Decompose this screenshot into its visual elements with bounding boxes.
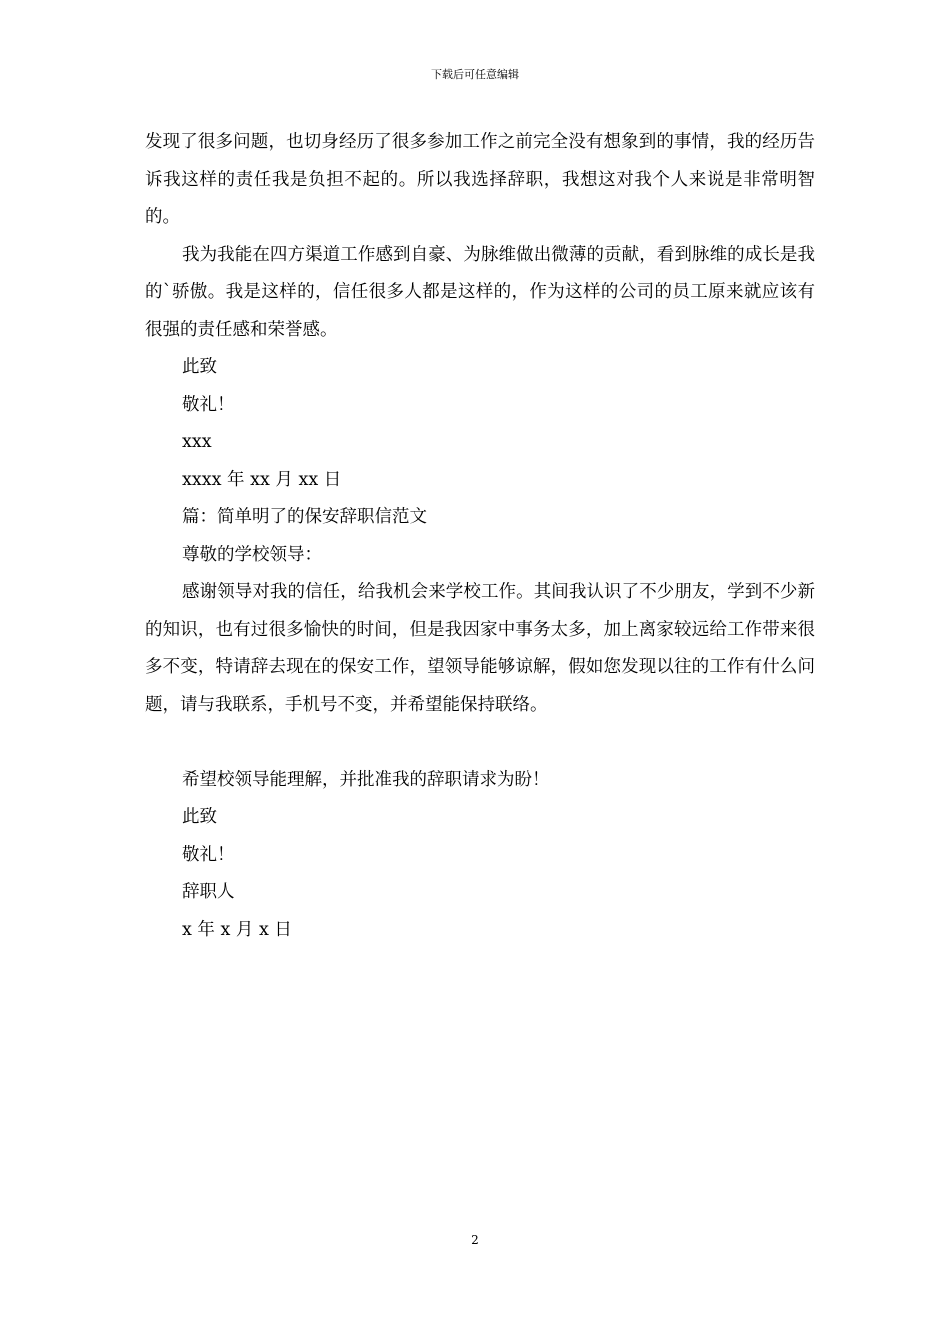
section-title: 篇：简单明了的保安辞职信范文 <box>182 507 427 527</box>
document-body <box>145 124 815 949</box>
page-number: 2 <box>471 1233 479 1247</box>
signature-date-2: x 年 x 月 x 日 <box>182 919 292 940</box>
paragraph-resignation-reason: 感谢领导对我的信任，给我机会来学校工作。其间我认识了不少朋友，学到不少新的知识，也有过很多愉快的时间，但是我因家中事务太多，加上离家较远给工作带来很多不变，特请辞去现在的保安工作，望领导能够谅解，假如您发现以往的工作有什么问题，请与我联系，手机号不变，并希望能保持联络。 <box>145 582 815 715</box>
salutation: 尊敬的学校领导： <box>182 544 322 565</box>
regards-line-2: 敬礼！ <box>182 844 235 865</box>
page-header: 下载后可任意编辑 <box>431 68 519 81</box>
paragraph-pride: 我为我能在四方渠道工作感到自豪、为脉维做出微薄的贡献，看到脉维的成长是我的`骄傲。我是这样的，信任很多人都是这样的，作为这样的公司的员工原来就应该有很强的责任感和荣誉感。 <box>145 244 815 340</box>
signature-date-1: xxxx 年 xx 月 xx 日 <box>182 469 342 490</box>
closing-line-2: 此致 <box>182 807 217 827</box>
signer-label: 辞职人 <box>182 882 235 902</box>
regards-line-1: 敬礼！ <box>182 394 235 415</box>
blank-line <box>145 724 815 762</box>
closing-line-1: 此致 <box>182 357 217 377</box>
paragraph-request: 希望校领导能理解，并批准我的辞职请求为盼！ <box>182 769 550 790</box>
signature-name-1: xxx <box>182 432 212 452</box>
paragraph-continuation: 发现了很多问题，也切身经历了很多参加工作之前完全没有想象到的事情，我的经历告诉我这样的责任我是负担不起的。所以我选择辞职，我想这对我个人来说是非常明智的。 <box>145 132 815 227</box>
